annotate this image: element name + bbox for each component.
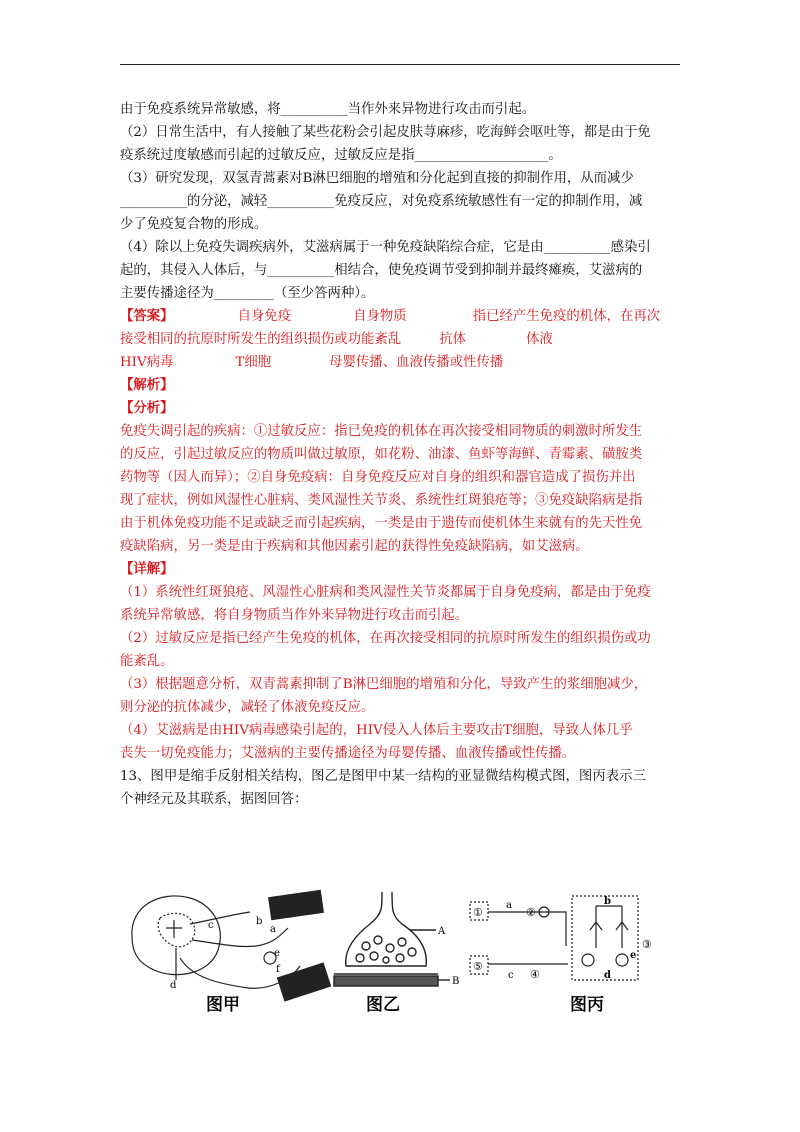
detail-line: 系统异常敏感，将自身物质当作外来异物进行攻击而引起。 [120, 608, 469, 623]
bing-label-e: e [630, 950, 637, 961]
analysis-tag: 【解析】 [120, 377, 174, 393]
question-line: （3）研究发现，双氢青蒿素对B淋巴细胞的增殖和分化起到直接的抑制作用，从而减少 [120, 171, 634, 186]
analysis-line: 的反应，引起过敏反应的物质叫做过敏原，如花粉、油漆、鱼虾等海鲜、青霉素、磺胺类 [120, 447, 643, 462]
analysis-line: 免疫失调引起的疾病：①过敏反应：指已免疫的机体在再次接受相同物质的刺激时所发生 [120, 424, 643, 439]
document-body [120, 98, 685, 811]
bing-label-3: ③ [642, 938, 652, 951]
figure-bing [470, 896, 638, 980]
question-line: 少了免疫复合物的形成。 [120, 217, 268, 232]
figures [120, 888, 680, 1018]
answer-6: HIV病毒 [120, 355, 174, 370]
question-line: （2）日常生活中，有人接触了某些花粉会引起皮肤荨麻疹，吃海鲜会呕吐等，都是由于免 [120, 125, 651, 140]
bing-label-d: d [604, 970, 611, 981]
answer-4: 抗体 [439, 332, 466, 347]
analysis-line: 药物等（因人而异）；②自身免疫病：自身免疫反应对自身的组织和器官造成了损伤并出 [120, 470, 636, 485]
answer-2: 自身物质 [353, 309, 407, 324]
analysis-line: 由于机体免疫功能不足或缺乏而引起疾病，一类是由于遗传而使机体生来就有的先天性免 [120, 516, 643, 531]
answer-5: 体液 [525, 332, 553, 347]
bing-label-c: c [508, 970, 514, 981]
detail-line: （3）根据题意分析，双青蒿素抑制了B淋巴细胞的增殖和分化，导致产生的浆细胞减少， [120, 677, 648, 692]
analysis-sub-tag: 【分析】 [120, 400, 174, 416]
answer-row-1 [120, 305, 685, 328]
question-line: 由于免疫系统异常敏感，将__________当作外来异物进行攻击而引起。 [120, 102, 536, 117]
answer-3-part2: 接受相同的抗原时所发生的组织损伤或功能紊乱 [120, 332, 402, 347]
question-line: 起的，其侵入人体后，与__________相结合，使免疫调节受到抑制并最终瘫痪，艾滋病的 [120, 263, 643, 278]
bing-label-5: ⑤ [473, 960, 483, 973]
answer-7: T细胞 [235, 355, 272, 370]
yi-label-B: B [452, 976, 460, 987]
detail-line: 能紊乱。 [120, 654, 174, 669]
question-13-line: 个神经元及其联系，据图回答： [120, 792, 308, 807]
analysis-line: 疫缺陷病，另一类是由于疾病和其他因素引起的获得性免疫缺陷病，如艾滋病。 [120, 539, 589, 554]
answer-3-part1: 指已经产生免疫的机体，在再次 [472, 309, 661, 324]
answer-row-2 [120, 328, 685, 351]
question-line: 主要传播途径为_________（至少答两种）。 [120, 286, 375, 301]
jia-label-b: b [256, 916, 263, 927]
detail-line: 丧失一切免疫能力；艾滋病的主要传播途径为母婴传播、血液传播或性传播。 [120, 746, 576, 761]
caption-jia: 图甲 [206, 995, 240, 1015]
header-rule [120, 64, 680, 65]
caption-yi: 图乙 [366, 995, 400, 1015]
figure-jia [132, 890, 331, 1000]
bing-label-4: ④ [530, 968, 540, 981]
detail-line: （1）系统性红斑狼疮、风湿性心脏病和类风湿性关节炎都属于自身免疫病，都是由于免疫 [120, 585, 651, 600]
bing-label-b: b [604, 896, 611, 907]
detail-line: （4）艾滋病是由HIV病毒感染引起的，HIV侵入人体后主要攻击T细胞，导致人体几乎 [120, 723, 633, 738]
caption-bing: 图丙 [570, 995, 604, 1015]
bing-label-1: ① [473, 906, 483, 919]
jia-label-a: a [270, 924, 276, 935]
question-13-line: 13、图甲是缩手反射相关结构，图乙是图甲中某一结构的亚显微结构模式图，图丙表示三 [120, 769, 646, 784]
jia-label-e: e [274, 948, 280, 959]
analysis-line: 现了症状，例如风湿性心脏病、类风湿性关节炎、系统性红斑狼疮等；③免疫缺陷病是指 [120, 493, 643, 508]
answer-1: 自身免疫 [237, 309, 292, 324]
detail-line: 则分泌的抗体减少，减轻了体液免疫反应。 [120, 700, 375, 715]
question-line: 疫系统过度敏感而引起的过敏反应，过敏反应是指____________________。 [120, 148, 562, 163]
question-line: （4）除以上免疫失调疾病外，艾滋病属于一种免疫缺陷综合症，它是由__________感染引 [120, 240, 651, 255]
answer-row-3 [120, 351, 685, 374]
answer-8: 母婴传播、血液传播或性传播 [329, 355, 504, 370]
question-line: __________的分泌，减轻__________免疫反应，对免疫系统敏感性有一定的抑制作用，减 [120, 194, 643, 209]
jia-label-f: f [276, 964, 280, 975]
bing-label-2: ② [526, 906, 536, 919]
detail-tag: 【详解】 [120, 561, 174, 577]
bing-label-a: a [506, 900, 512, 911]
jia-label-c: c [208, 920, 214, 931]
jia-label-d: d [170, 980, 177, 991]
detail-line: （2）过敏反应是指已经产生免疫的机体，在再次接受相同的抗原时所发生的组织损伤或功 [120, 631, 651, 646]
yi-label-A: A [438, 926, 446, 937]
answer-tag: 【答案】 [120, 308, 174, 324]
figure-yi [334, 892, 450, 986]
